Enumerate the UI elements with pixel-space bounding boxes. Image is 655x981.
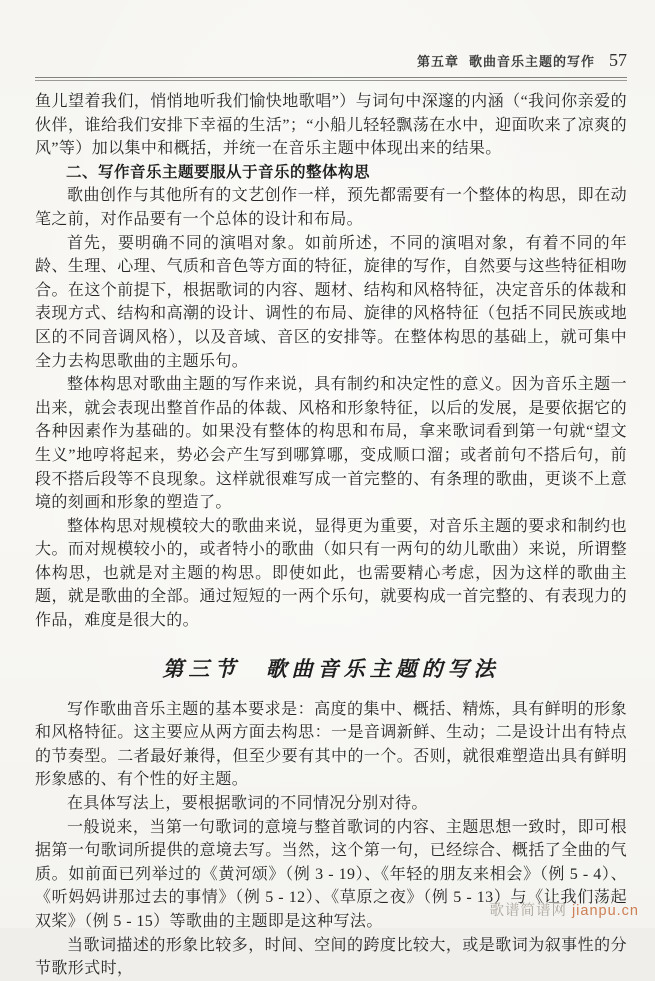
chapter-label: 第五章	[416, 54, 459, 69]
paragraph: 歌曲创作与其他所有的文艺创作一样，预先都需要有一个整体的构思，即在动笔之前，对作品要有一个总体的设计和布局。	[35, 187, 627, 228]
paragraph: 写作歌曲音乐主题的基本要求是：高度的集中、概括、精炼，具有鲜明的形象和风格特征。这主要应从两方面去构思：一是音调新鲜、生动；二是设计出有特点的节奏型。二者最好兼得，但至少要有其中的一个。否则，就很难塑造出具有鲜明形象感的、有个性的好主题。	[35, 700, 627, 789]
running-head	[417, 51, 595, 70]
section-number: 第三节	[162, 656, 241, 681]
section-title	[35, 653, 627, 683]
watermark-domain: jianpu.cn	[571, 903, 639, 919]
chapter-title: 歌曲音乐主题的写作	[468, 54, 595, 69]
page-number: 57	[609, 50, 627, 70]
paragraph: 一般说来，当第一句歌词的意境与整首歌词的内容、主题思想一致时，即可根据第一句歌词所提供的意境去写。当然，这个第一句，已经综合、概括了全曲的气质。如前面已列举过的《黄河颂》（例 3 - 19）、《年轻的朋友来相会》（例 5 - 4）、《听妈妈讲那过去的事情》（例 5 - 12）、《草原之夜》（例 5 - 13）与《让我们荡起双桨》（例 5 - 15）等歌曲的主题即是这种写法。	[35, 818, 627, 930]
paragraph: 整体构思对歌曲主题的写作来说，具有制约和决定性的意义。因为音乐主题一出来，就会表现出整首作品的体裁、风格和形象特征，以后的发展，是要依据它的各种因素作为基础的。如果没有整体的构思和布局，拿来歌词看到第一句就“望文生义”地哼将起来，势必会产生写到哪算哪，变成顺口溜；或者前句不搭后句，前段不搭后段等不良现象。这样就很难写成一首完整的、有条理的歌曲，更谈不上意境的刻画和形象的塑造了。	[35, 376, 627, 512]
watermark	[489, 899, 639, 920]
section-name: 歌曲音乐主题的写法	[265, 656, 500, 681]
paragraph: 首先，要明确不同的演唱对象。如前所述，不同的演唱对象，有着不同的年龄、生理、心理、气质和音色等方面的特征，旋律的写作，自然要与这些特征相吻合。在这个前提下，根据歌词的内容、题材、结构和风格特征，决定音乐的体裁和表现方式、结构和高潮的设计、调性的布局、旋律的风格特征（包括不同民族或地区的不同音调风格），以及音域、音区的安排等。在整体构思的基础上，就可集中全力去构思歌曲的主题乐句。	[35, 234, 627, 370]
page-content	[35, 0, 627, 981]
header-rule	[35, 77, 627, 81]
paragraph: 在具体写法上，要根据歌词的不同情况分别对待。	[67, 795, 428, 813]
subheading: 二、写作音乐主题要服从于音乐的整体构思	[66, 163, 371, 181]
body-text	[35, 90, 627, 981]
paragraph: 当歌词描述的形象比较多，时间、空间的跨度比较大，或是歌词为叙事性的分节歌形式时，	[35, 936, 627, 978]
page-header	[35, 50, 627, 71]
watermark-site-name: 歌谱简谱网	[489, 903, 567, 919]
paragraph: 整体构思对规模较大的歌曲来说，显得更为重要，对音乐主题的要求和制约也大。而对规模较小的，或者特小的歌曲（如只有一两句的幼儿歌曲）来说，所谓整体构思，也就是对主题的构思。即使如此，也需要精心考虑，因为这样的歌曲主题，就是歌曲的全部。通过短短的一两个乐句，就要构成一首完整的、有表现力的作品，难度是很大的。	[35, 517, 627, 630]
paragraph: 鱼儿望着我们，悄悄地听我们愉快地歌唱”）与词句中深邃的内涵（“我问你亲爱的伙伴，谁给我们安排下幸福的生活”；“小船儿轻轻飘荡在水中，迎面吹来了凉爽的风”等）加以集中和概括，并统一在音乐主题中体现出来的结果。	[35, 93, 627, 158]
